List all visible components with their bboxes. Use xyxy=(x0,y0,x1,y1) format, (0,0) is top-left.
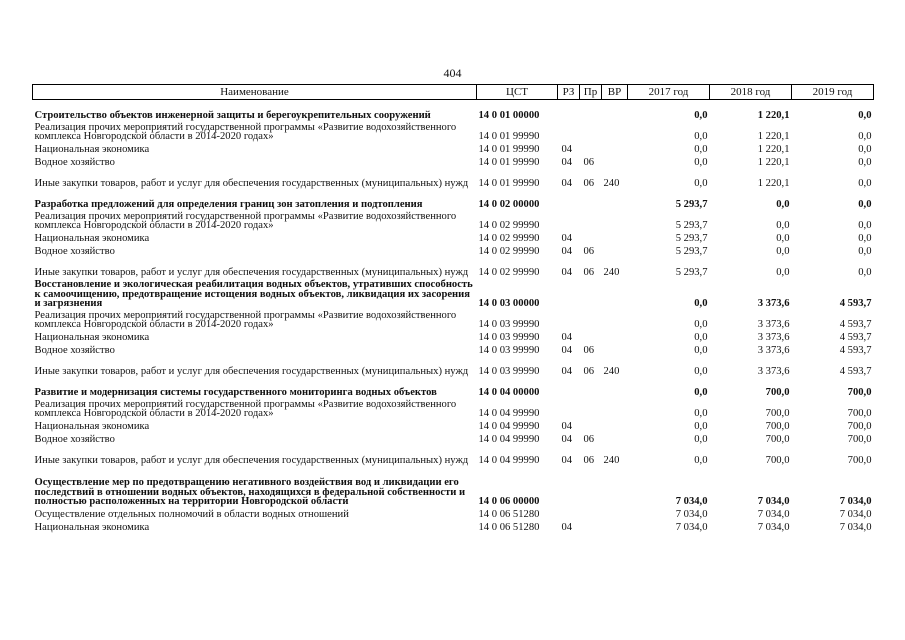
cell-2019: 0,0 xyxy=(858,199,872,211)
cell-cst: 14 0 02 99990 xyxy=(478,246,540,258)
table-row xyxy=(33,330,874,343)
table-row xyxy=(33,210,874,231)
cell-vr xyxy=(602,244,628,257)
cell-2018: 0,0 xyxy=(776,267,790,279)
cell-cst: 14 0 03 99990 xyxy=(478,345,540,357)
cell-2018: 3 373,6 xyxy=(757,366,790,378)
cell-rz xyxy=(558,189,580,210)
table-row xyxy=(33,432,874,445)
cell-pr xyxy=(580,398,602,419)
cell-2019: 4 593,7 xyxy=(839,298,872,310)
cell-pr xyxy=(580,419,602,432)
table-row xyxy=(33,343,874,356)
table-row xyxy=(33,168,874,189)
table-row xyxy=(33,309,874,330)
cell-2017: 0,0 xyxy=(694,298,708,310)
cell-vr xyxy=(602,100,628,122)
cell-rz xyxy=(558,121,580,142)
header-2019: 2019 год xyxy=(792,85,874,100)
cell-2017: 0,0 xyxy=(694,319,708,331)
page-number: 404 xyxy=(443,66,462,80)
header-2017: 2017 год xyxy=(628,85,710,100)
cell-cst: 14 0 01 99990 xyxy=(478,144,540,156)
cell-2018: 0,0 xyxy=(776,220,790,232)
cell-2017: 5 293,7 xyxy=(675,233,708,245)
cell-rz: 04 xyxy=(561,233,573,245)
cell-name: Водное хозяйство xyxy=(34,157,115,169)
cell-2018: 700,0 xyxy=(765,408,790,420)
cell-pr: 06 xyxy=(583,157,595,169)
cell-rz: 04 xyxy=(561,455,573,467)
cell-2017: 0,0 xyxy=(694,387,708,399)
header-name: Наименование xyxy=(33,85,477,100)
cell-name: Водное хозяйство xyxy=(34,345,115,357)
cell-rz: 04 xyxy=(561,345,573,357)
table-row xyxy=(33,257,874,278)
cell-2017: 5 293,7 xyxy=(675,246,708,258)
cell-2019: 700,0 xyxy=(847,387,872,399)
cell-rz xyxy=(558,210,580,231)
cell-pr xyxy=(580,189,602,210)
cell-2019: 7 034,0 xyxy=(839,522,872,534)
budget-table xyxy=(32,84,874,533)
cell-2018: 3 373,6 xyxy=(757,345,790,357)
cell-2017: 7 034,0 xyxy=(675,522,708,534)
cell-2018: 7 034,0 xyxy=(757,496,790,508)
cell-pr: 06 xyxy=(583,366,595,378)
cell-pr xyxy=(580,278,602,309)
cell-2018: 0,0 xyxy=(776,199,790,211)
cell-vr xyxy=(602,309,628,330)
cell-2019: 0,0 xyxy=(858,267,872,279)
cell-cst: 14 0 01 99990 xyxy=(478,131,540,143)
table-row xyxy=(33,189,874,210)
cell-vr xyxy=(602,432,628,445)
cell-2019: 0,0 xyxy=(858,110,872,122)
cell-vr: 240 xyxy=(603,455,620,467)
cell-pr xyxy=(580,309,602,330)
cell-cst: 14 0 02 99990 xyxy=(478,267,540,279)
header-rz: РЗ xyxy=(558,85,580,100)
cell-name: Национальная экономика xyxy=(34,421,150,433)
cell-2018: 1 220,1 xyxy=(757,144,790,156)
cell-name: Развитие и модернизация системы государственного мониторинга водных объектов xyxy=(34,387,437,399)
cell-2017: 0,0 xyxy=(694,178,708,190)
cell-vr xyxy=(602,121,628,142)
cell-vr xyxy=(602,278,628,309)
cell-rz: 04 xyxy=(561,434,573,446)
cell-2017: 0,0 xyxy=(694,332,708,344)
cell-2018: 1 220,1 xyxy=(757,110,790,122)
table-row xyxy=(33,231,874,244)
cell-name: Национальная экономика xyxy=(34,332,150,344)
table-row xyxy=(33,278,874,309)
cell-rz xyxy=(558,278,580,309)
cell-name: Реализация прочих мероприятий государственной программы «Развитие водохозяйственного комплекса Новгородской области в 2014-2020 годах» xyxy=(34,398,457,420)
cell-vr xyxy=(602,343,628,356)
cell-name: Водное хозяйство xyxy=(34,434,115,446)
cell-vr xyxy=(602,330,628,343)
cell-rz xyxy=(558,100,580,122)
cell-2017: 5 293,7 xyxy=(675,220,708,232)
cell-pr xyxy=(580,121,602,142)
cell-name: Восстановление и экологическая реабилитация водных объектов, утративших способность к самоочищению, предотвращение истощения водных объектов, ликвидация их засорения и загрязнения xyxy=(34,279,473,310)
cell-2019: 700,0 xyxy=(847,434,872,446)
cell-vr xyxy=(602,142,628,155)
cell-rz: 04 xyxy=(561,267,573,279)
cell-name: Реализация прочих мероприятий государственной программы «Развитие водохозяйственного комплекса Новгородской области в 2014-2020 годах» xyxy=(34,309,457,331)
cell-vr: 240 xyxy=(603,267,620,279)
cell-vr xyxy=(602,231,628,244)
cell-2019: 4 593,7 xyxy=(839,332,872,344)
cell-cst: 14 0 03 99990 xyxy=(478,366,540,378)
cell-2019: 0,0 xyxy=(858,157,872,169)
cell-2018: 700,0 xyxy=(765,434,790,446)
cell-vr xyxy=(602,377,628,398)
cell-2017: 0,0 xyxy=(694,144,708,156)
cell-2018: 1 220,1 xyxy=(757,157,790,169)
cell-2017: 0,0 xyxy=(694,131,708,143)
cell-2019: 0,0 xyxy=(858,131,872,143)
cell-rz: 04 xyxy=(561,522,573,534)
cell-2017: 7 034,0 xyxy=(675,509,708,521)
table-row xyxy=(33,398,874,419)
table-row xyxy=(33,445,874,466)
cell-name: Водное хозяйство xyxy=(34,246,115,258)
table-row xyxy=(33,356,874,377)
cell-cst: 14 0 01 99990 xyxy=(478,178,540,190)
cell-2019: 0,0 xyxy=(858,220,872,232)
cell-2018: 3 373,6 xyxy=(757,298,790,310)
cell-2017: 0,0 xyxy=(694,421,708,433)
cell-cst: 14 0 02 99990 xyxy=(478,220,540,232)
cell-name: Реализация прочих мероприятий государственной программы «Развитие водохозяйственного комплекса Новгородской области в 2014-2020 годах» xyxy=(34,121,457,143)
cell-name: Иные закупки товаров, работ и услуг для обеспечения государственных (муниципальных) нужд xyxy=(34,267,469,279)
cell-rz xyxy=(558,309,580,330)
cell-2019: 7 034,0 xyxy=(839,509,872,521)
cell-vr xyxy=(602,507,628,520)
cell-cst: 14 0 06 51280 xyxy=(478,522,540,534)
cell-vr xyxy=(602,466,628,507)
cell-pr xyxy=(580,142,602,155)
cell-2018: 7 034,0 xyxy=(757,522,790,534)
cell-2017: 5 293,7 xyxy=(675,199,708,211)
cell-2017: 0,0 xyxy=(694,434,708,446)
cell-2018: 3 373,6 xyxy=(757,332,790,344)
cell-vr xyxy=(602,189,628,210)
cell-name: Иные закупки товаров, работ и услуг для обеспечения государственных (муниципальных) нужд xyxy=(34,455,469,467)
cell-rz: 04 xyxy=(561,246,573,258)
cell-2018: 700,0 xyxy=(765,387,790,399)
table-row xyxy=(33,155,874,168)
cell-pr: 06 xyxy=(583,345,595,357)
table-row xyxy=(33,244,874,257)
table-row xyxy=(33,466,874,507)
table-header-row xyxy=(33,85,874,100)
cell-2017: 0,0 xyxy=(694,110,708,122)
cell-2019: 0,0 xyxy=(858,246,872,258)
cell-name: Национальная экономика xyxy=(34,522,150,534)
cell-2017: 0,0 xyxy=(694,366,708,378)
cell-2017: 7 034,0 xyxy=(675,496,708,508)
cell-cst: 14 0 04 99990 xyxy=(478,434,540,446)
cell-2018: 0,0 xyxy=(776,233,790,245)
cell-cst: 14 0 04 99990 xyxy=(478,421,540,433)
cell-2019: 7 034,0 xyxy=(839,496,872,508)
cell-name: Национальная экономика xyxy=(34,144,150,156)
cell-rz xyxy=(558,507,580,520)
cell-rz: 04 xyxy=(561,157,573,169)
cell-2017: 0,0 xyxy=(694,408,708,420)
cell-2018: 700,0 xyxy=(765,421,790,433)
table-row xyxy=(33,520,874,533)
header-pr: Пр xyxy=(580,85,602,100)
table-row xyxy=(33,142,874,155)
table-row xyxy=(33,419,874,432)
cell-pr xyxy=(580,210,602,231)
cell-2018: 0,0 xyxy=(776,246,790,258)
cell-2018: 7 034,0 xyxy=(757,509,790,521)
cell-vr xyxy=(602,398,628,419)
cell-name: Иные закупки товаров, работ и услуг для обеспечения государственных (муниципальных) нужд xyxy=(34,366,469,378)
table-row xyxy=(33,507,874,520)
cell-cst: 14 0 01 99990 xyxy=(478,157,540,169)
cell-rz: 04 xyxy=(561,421,573,433)
cell-vr xyxy=(602,210,628,231)
cell-vr: 240 xyxy=(603,178,620,190)
cell-name: Разработка предложений для определения границ зон затопления и подтопления xyxy=(34,199,423,211)
cell-2018: 1 220,1 xyxy=(757,131,790,143)
cell-cst: 14 0 06 51280 xyxy=(478,509,540,521)
cell-pr xyxy=(580,466,602,507)
cell-name: Национальная экономика xyxy=(34,233,150,245)
cell-name: Реализация прочих мероприятий государственной программы «Развитие водохозяйственного комплекса Новгородской области в 2014-2020 годах» xyxy=(34,210,457,232)
cell-2017: 5 293,7 xyxy=(675,267,708,279)
cell-name: Строительство объектов инженерной защиты и берегоукрепительных сооружений xyxy=(34,110,431,122)
cell-rz: 04 xyxy=(561,332,573,344)
cell-cst: 14 0 04 99990 xyxy=(478,455,540,467)
cell-2019: 700,0 xyxy=(847,408,872,420)
header-2018: 2018 год xyxy=(710,85,792,100)
cell-pr: 06 xyxy=(583,267,595,279)
cell-vr xyxy=(602,419,628,432)
cell-2018: 700,0 xyxy=(765,455,790,467)
cell-vr: 240 xyxy=(603,366,620,378)
cell-cst: 14 0 06 00000 xyxy=(478,496,540,508)
cell-pr xyxy=(580,330,602,343)
table-row xyxy=(33,121,874,142)
table-row xyxy=(33,100,874,122)
cell-2018: 1 220,1 xyxy=(757,178,790,190)
cell-2019: 4 593,7 xyxy=(839,345,872,357)
cell-pr xyxy=(580,507,602,520)
cell-cst: 14 0 03 99990 xyxy=(478,332,540,344)
cell-2017: 0,0 xyxy=(694,345,708,357)
cell-pr xyxy=(580,231,602,244)
cell-pr xyxy=(580,520,602,533)
cell-cst: 14 0 02 99990 xyxy=(478,233,540,245)
cell-2019: 700,0 xyxy=(847,421,872,433)
cell-2017: 0,0 xyxy=(694,157,708,169)
cell-cst: 14 0 04 00000 xyxy=(478,387,540,399)
cell-2019: 700,0 xyxy=(847,455,872,467)
header-cst: ЦСТ xyxy=(477,85,558,100)
cell-cst: 14 0 03 99990 xyxy=(478,319,540,331)
cell-2019: 4 593,7 xyxy=(839,366,872,378)
cell-rz: 04 xyxy=(561,366,573,378)
cell-vr xyxy=(602,520,628,533)
cell-2017: 0,0 xyxy=(694,455,708,467)
header-vr: ВР xyxy=(602,85,628,100)
cell-2018: 3 373,6 xyxy=(757,319,790,331)
table-body xyxy=(33,100,874,534)
cell-rz xyxy=(558,377,580,398)
cell-cst: 14 0 03 00000 xyxy=(478,298,540,310)
table-row xyxy=(33,377,874,398)
cell-rz xyxy=(558,466,580,507)
cell-pr: 06 xyxy=(583,434,595,446)
cell-name: Иные закупки товаров, работ и услуг для обеспечения государственных (муниципальных) нужд xyxy=(34,178,469,190)
cell-2019: 4 593,7 xyxy=(839,319,872,331)
cell-name: Осуществление мер по предотвращению негативного воздействия вод и ликвидации его последствий в отношении водных объектов, находящихся в федеральной собственности и полностью расположенных на территории Новгородской области xyxy=(34,477,466,508)
cell-name: Осуществление отдельных полномочий в области водных отношений xyxy=(34,509,349,521)
cell-cst: 14 0 02 00000 xyxy=(478,199,540,211)
cell-pr xyxy=(580,100,602,122)
cell-rz: 04 xyxy=(561,178,573,190)
cell-pr xyxy=(580,377,602,398)
cell-pr: 06 xyxy=(583,178,595,190)
cell-2019: 0,0 xyxy=(858,144,872,156)
cell-cst: 14 0 01 00000 xyxy=(478,110,540,122)
cell-2019: 0,0 xyxy=(858,178,872,190)
cell-2019: 0,0 xyxy=(858,233,872,245)
cell-pr: 06 xyxy=(583,246,595,258)
cell-pr: 06 xyxy=(583,455,595,467)
cell-rz xyxy=(558,398,580,419)
cell-cst: 14 0 04 99990 xyxy=(478,408,540,420)
cell-rz: 04 xyxy=(561,144,573,156)
cell-vr xyxy=(602,155,628,168)
